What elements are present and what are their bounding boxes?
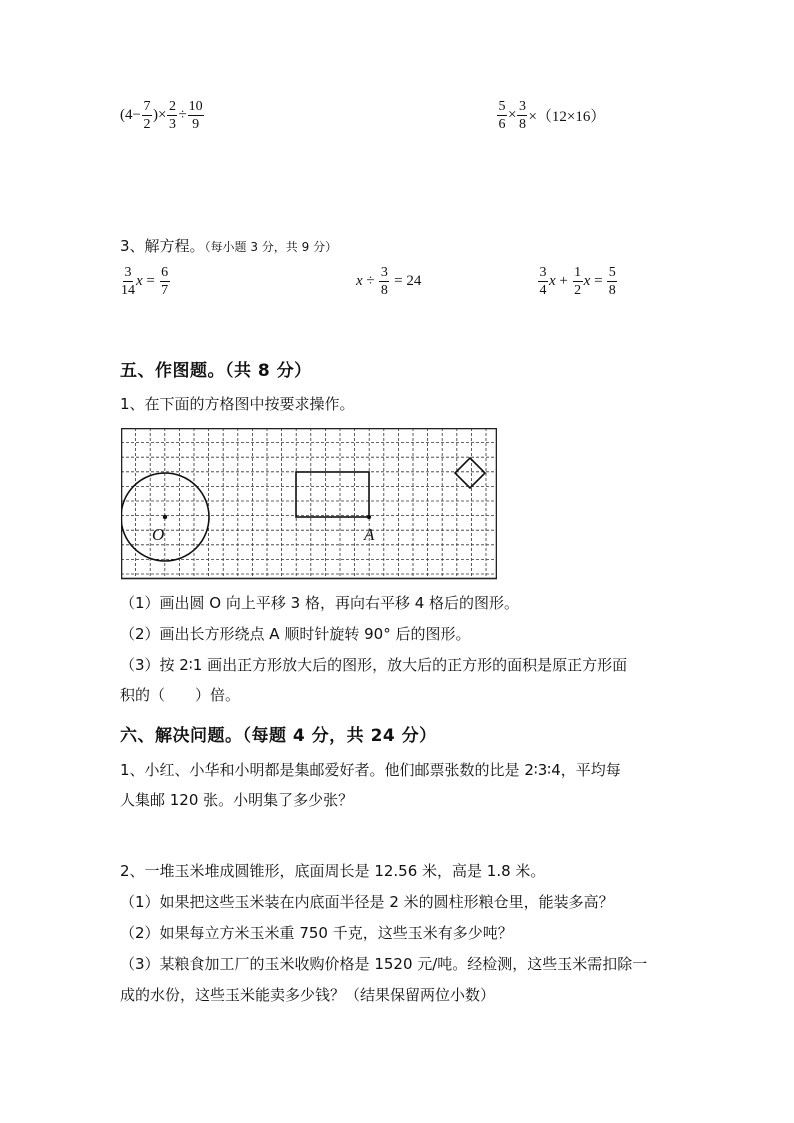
expression-1: (4− $\frac{7}{2}$ )× $\frac{2}{3}$ ÷ $\frac{10}{9}$ xyxy=(120,99,203,132)
question-6-2-item-3-cont: 成的水份，这些玉米能卖多少钱？（结果保留两位小数） xyxy=(120,986,496,1004)
fraction: $\frac{10}{9}$ xyxy=(188,99,203,132)
grid-svg xyxy=(121,428,497,580)
question-6-1-line-1: 1、小红、小华和小明都是集邮爱好者。他们邮票张数的比是 2∶3∶4，平均每 xyxy=(120,761,621,779)
section-5-title: 五、作图题。（共 8 分） xyxy=(120,361,312,381)
equation-2: x ÷ $\frac{3}{8}$ = 24 xyxy=(356,265,422,298)
section-6-title: 六、解决问题。（每题 4 分，共 24 分） xyxy=(120,726,437,746)
circle-center-dot xyxy=(163,515,167,519)
fraction: $\frac{5}{6}$ xyxy=(498,99,506,132)
fraction: $\frac{7}{2}$ xyxy=(143,99,151,132)
question-5-item-3: （3）按 2∶1 画出正方形放大后的图形，放大后的正方形的面积是原正方形面 xyxy=(120,656,628,674)
question-6-2-item-1: （1）如果把这些玉米装在内底面半径是 2 米的圆柱形粮仓里，能装多高？ xyxy=(120,893,614,911)
small-square xyxy=(455,458,485,488)
fraction: $\frac{2}{3}$ xyxy=(168,99,176,132)
point-a-dot xyxy=(367,515,371,519)
expression-2: $\frac{5}{6}$ × $\frac{3}{8}$ ×（12×16） xyxy=(498,99,606,132)
question-5-item-3-cont: 积的（ ）倍。 xyxy=(120,686,241,704)
label-o: O xyxy=(152,525,165,544)
label-a: A xyxy=(364,525,375,544)
question-6-2-item-3: （3）某粮食加工厂的玉米收购价格是 1520 元/吨。经检测，这些玉米需扣除一 xyxy=(120,955,648,973)
grid-figure xyxy=(121,428,497,584)
rectangle xyxy=(296,472,369,517)
grid-lines xyxy=(121,428,497,579)
question-5-1: 1、在下面的方格图中按要求操作。 xyxy=(120,395,355,413)
equation-1: $\frac{3}{14}$ x = $\frac{6}{7}$ xyxy=(121,265,169,298)
question-3-heading: 3、解方程。（每小题 3 分，共 9 分） xyxy=(120,237,338,255)
grid-border xyxy=(122,429,497,579)
equation-3: $\frac{3}{4}$ x + $\frac{1}{2}$ x = $\frac{5}{8}$ xyxy=(539,265,616,298)
question-6-1-line-2: 人集邮 120 张。小明集了多少张？ xyxy=(120,791,354,809)
question-5-item-1: （1）画出圆 O 向上平移 3 格，再向右平移 4 格后的图形。 xyxy=(120,594,520,612)
fraction: $\frac{3}{8}$ xyxy=(518,99,526,132)
question-5-item-2: （2）画出长方形绕点 A 顺时针旋转 90° 后的图形。 xyxy=(120,625,471,643)
question-6-2-line-1: 2、一堆玉米堆成圆锥形，底面周长是 12.56 米，高是 1.8 米。 xyxy=(120,862,546,880)
question-6-2-item-2: （2）如果每立方米玉米重 750 千克，这些玉米有多少吨？ xyxy=(120,924,513,942)
